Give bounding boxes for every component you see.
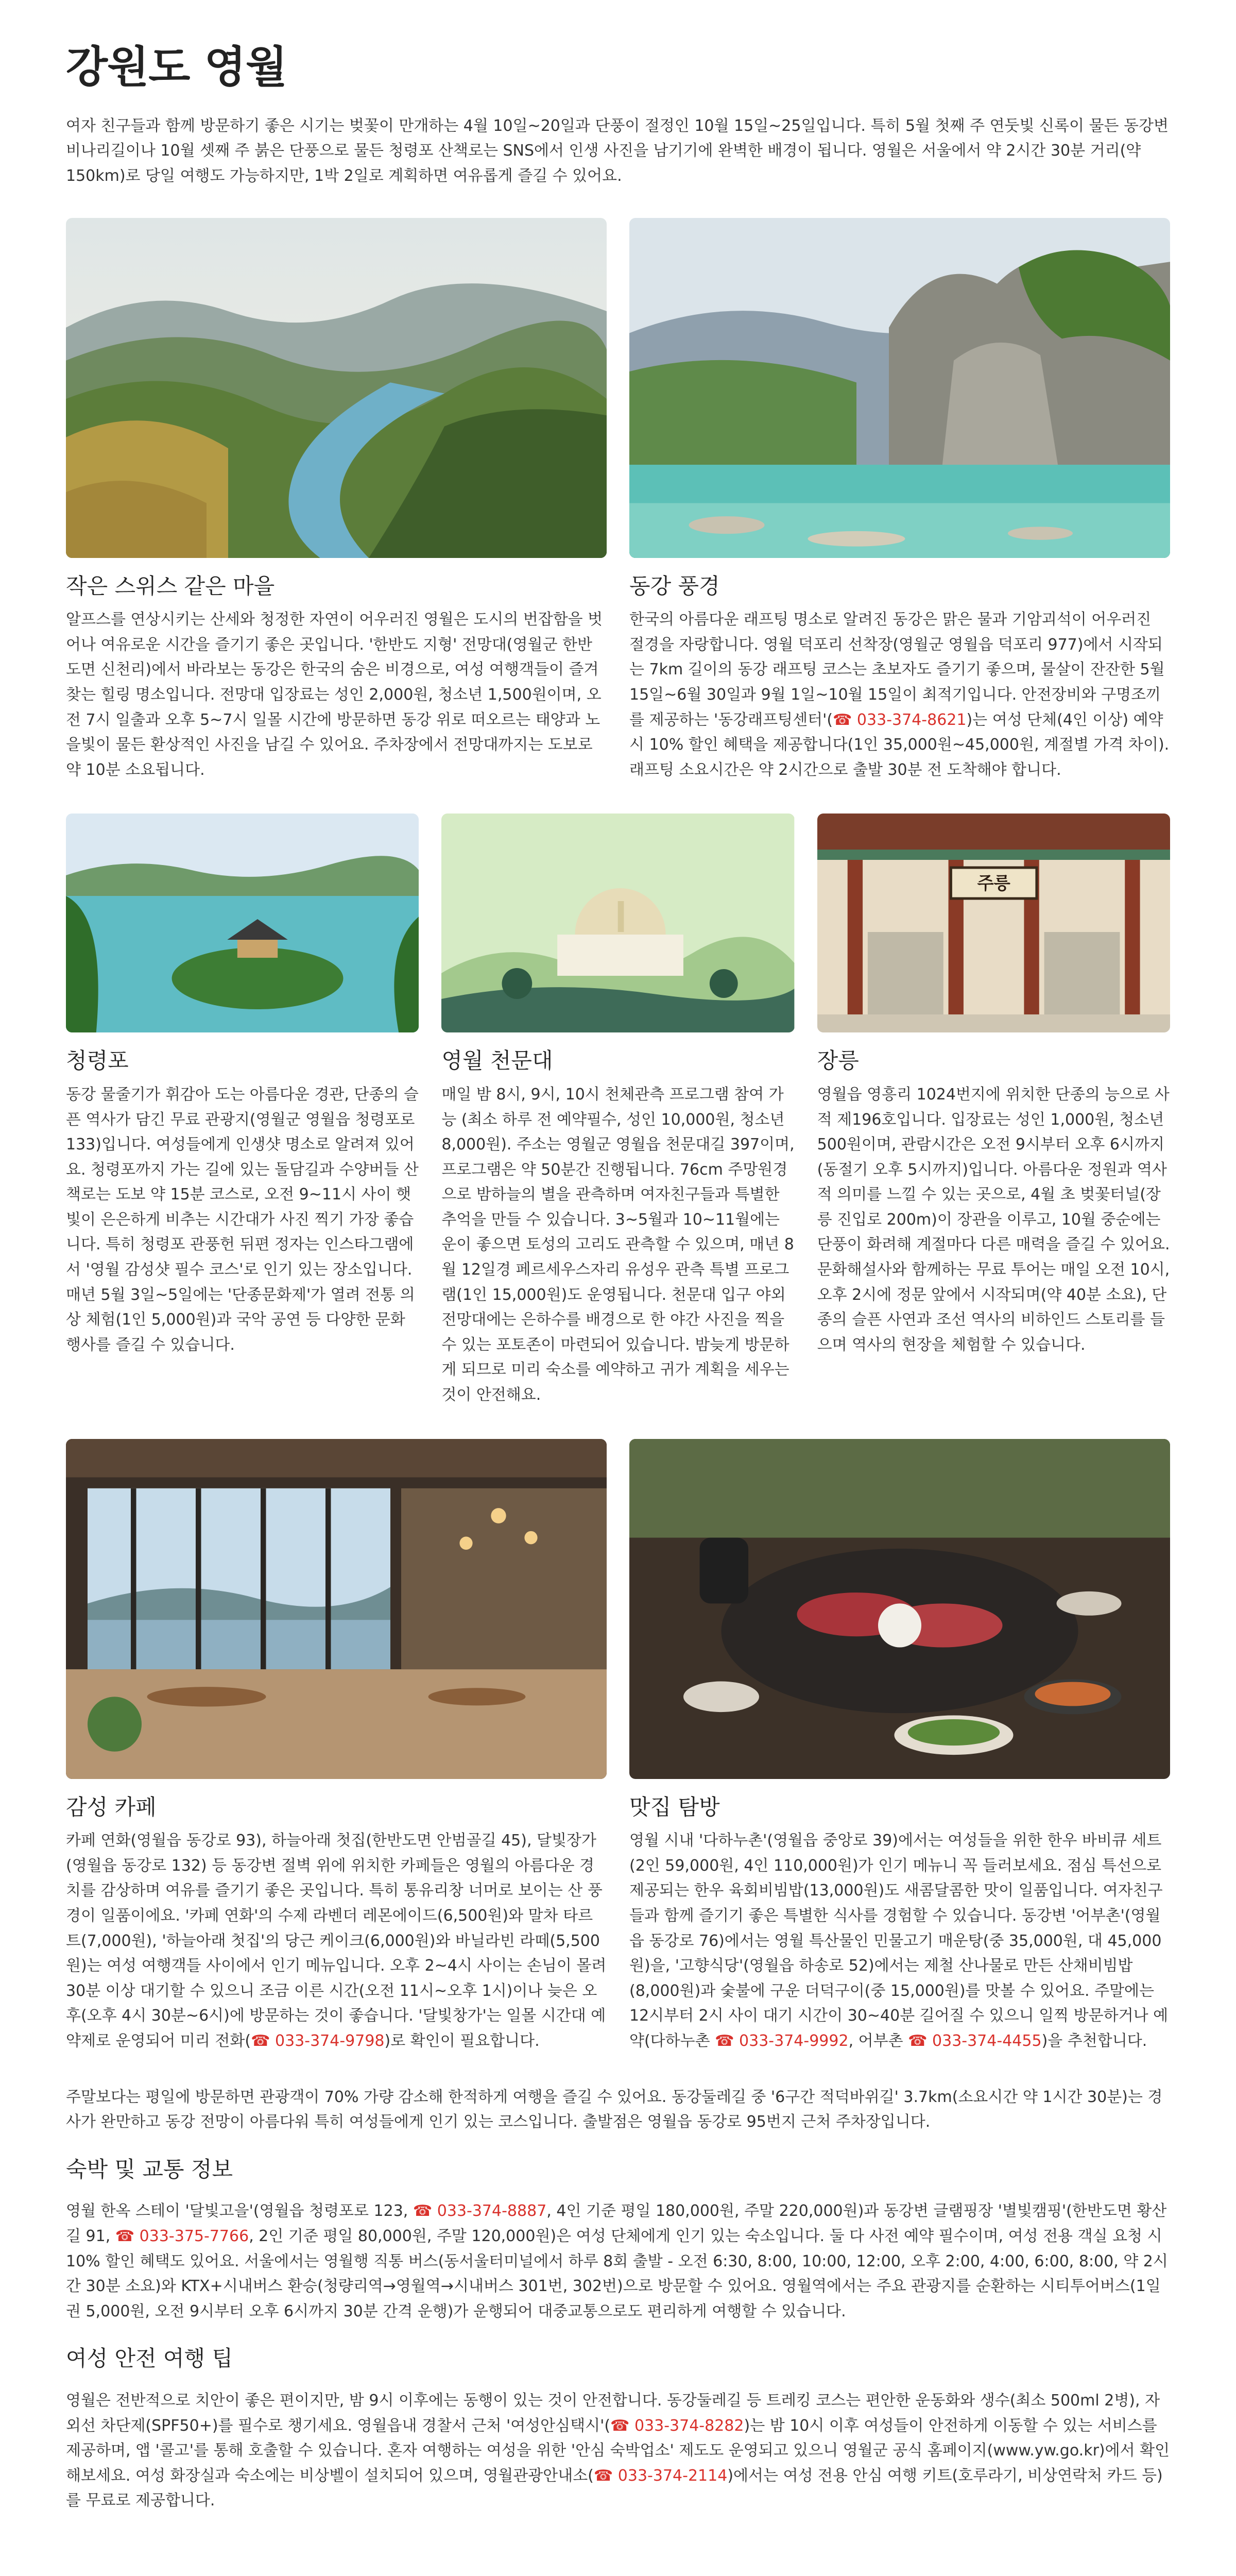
section-food	[629, 1439, 1170, 2054]
sign-label: 주릉	[977, 872, 1010, 894]
text-part: )로 확인이 필요합니다.	[384, 2031, 540, 2050]
korean-bbq-image	[629, 1439, 1170, 1779]
section-text	[629, 1828, 1170, 2054]
text-part: , 2인 기준 평일 80,000원, 주말 120,000원)은 여성 단체에게 인기 있는 숙소입니다. 둘 다 사전 예약 필수이며, 여성 전용 객실 요청 시 10% 할인 혜택도 있어요. 서울에서는 영월행 직통 버스(동서울터미널에서 하루 8회 출발 - 오전 6:30, 8:00, 10:00, 12:00, 오후 2:00, 4:00, 6:00, 8:00, 약 2시간 30분 소요)와 KTX+시내버스 환승(청량리역→영월역→시내버스 301번, 302번)으로 방문할 수 있어요. 영월역에서는 주요 관광지를 순환하는 시티투어버스(1일권 5,000원, 오전 9시부터 오후 6시까지 30분 간격 운행)가 운행되어 대중교통으로도 편리하게 여행할 수 있습니다.	[66, 2227, 1168, 2320]
text-part: )는 여성 단체(4인 이상) 예약 시 10% 할인 혜택을 제공합니다(1인 35,000원~45,000원, 계절별 가격 차이). 래프팅 소요시간은 약 2시간으로 출발 30분 전 도착해야 합니다.	[629, 710, 1170, 779]
section-title: 작은 스위스 같은 마을	[66, 573, 275, 599]
text-part: )을 추천합니다.	[1041, 2031, 1147, 2050]
phone-number[interactable]: ☎ 033-375-7766	[115, 2227, 249, 2245]
text-part: )는 밤 10시 이후 여성들이 안전하게 이동할 수 있는 서비스를 제공하며, 앱 '콜고'를 통해 호출할 수 있습니다. 혼자 여행하는 여성을 위한 '안심 숙박업소' 제도도 운영되고 있으니 영월군 공식 홈페이지(www.yw.go.kr)에서 확인해보세요. 여성 화장실과 숙소에는 비상벨이 설치되어 있으며, 영월관광안내소(	[66, 2416, 1170, 2485]
safety-paragraph	[66, 2388, 1170, 2514]
section-title: 감성 카페	[66, 1794, 157, 1820]
text-part: 영월 한옥 스테이 '달빛고을'(영월읍 청령포로 123,	[66, 2202, 413, 2221]
text-part: 영월은 전반적으로 치안이 좋은 편이지만, 밤 9시 이후에는 동행이 있는 것이 안전합니다. 동강둘레길 등 트레킹 코스는 편안한 운동화와 생수(최소 500ml 2병), 자외선 차단제(SPF50+)를 필수로 챙기세요. 영월읍내 경찰서 근처 '여성안심택시'(	[66, 2391, 1160, 2435]
text-part: 한국의 아름다운 래프팅 명소로 알려진 동강은 맑은 물과 기암괴석이 어우러진 절경을 자랑합니다. 영월 덕포리 선착장(영월군 영월읍 덕포리 977)에서 시작되는 7km 길이의 동강 래프팅 코스는 초보자도 즐기기 좋으며, 물살이 잔잔한 5월 15일~6월 30일과 9월 1일~10월 15일이 최적기입니다. 안전장비와 구명조끼를 제공하는 '동강래프팅센터'(	[629, 611, 1165, 729]
cafe-image	[66, 1439, 607, 1779]
section-title: 청령포	[66, 1048, 129, 1074]
section-title: 맛집 탐방	[629, 1794, 720, 1820]
donggang-river-image	[629, 218, 1170, 558]
intro-paragraph: 여자 친구들과 함께 방문하기 좋은 시기는 벚꽃이 만개하는 4월 10일~20일과 단풍이 절정인 10월 15일~25일입니다. 특히 5월 첫째 주 연둣빛 신록이 물든 동강변 비나리길이나 10월 셋째 주 붉은 단풍으로 물든 청령포 산책로는 SNS에서 인생 사진을 남기기에 완벽한 배경이 됩니다. 영월은 서울에서 약 2시간 30분 거리(약 150km)로 당일 여행도 가능하지만, 1박 2일로 계획하면 여유롭게 즐길 수 있어요.	[66, 116, 1169, 185]
lodging-paragraph	[66, 2199, 1170, 2324]
section-title: 장릉	[817, 1048, 859, 1074]
text-part: 영월 시내 '다하누촌'(영월읍 중앙로 39)에서는 여성들을 위한 한우 바비큐 세트(2인 59,000원, 4인 110,000원)가 인기 메뉴니 꼭 들러보세요. 점심 특선으로 제공되는 한우 육회비빔밥(13,000원)도 새콤달콤한 맛이 일품입니다. 여자친구들과 함께 즐기기 좋은 특별한 식사를 경험할 수 있습니다. 동강변 '어부촌'(영월읍 동강로 76)에서는 영월 특산물인 민물고기 매운탕(중 35,000원, 대 45,000원)을, '고향식당'(영월읍 하송로 52)에서는 제철 산나물로 만든 산채비빔밥(8,000원)과 숯불에 구운 더덕구이(중 15,000원)를 맛볼 수 있어요. 주말에는 12시부터 2시 사이 대기 시간이 30~40분 길어질 수 있으니 일찍 방문하거나 예약(다하누촌	[629, 1832, 1169, 2050]
text-part: , 4인 기준 평일 180,000원, 주말 220,000원)과 동강변 글램핑장 '별빛캠핑'(한반도면 황산길 91,	[66, 2202, 1167, 2245]
text-part: )에서는 여성 전용 안심 여행 키트(호루라기, 비상연락처 카드 등)를 무료로 제공합니다.	[66, 2466, 1163, 2510]
phone-number[interactable]: ☎ 033-374-8887	[413, 2202, 547, 2221]
section-jangneung	[817, 814, 1170, 1408]
row-two-sections	[66, 218, 1170, 783]
page-title: 강원도 영월	[66, 42, 287, 92]
phone-number[interactable]: ☎ 033-374-4455	[908, 2031, 1042, 2050]
section-cheongnyeongpo	[66, 814, 419, 1408]
section-text	[629, 607, 1170, 783]
text-part: , 어부촌	[848, 2031, 908, 2050]
section-observatory	[441, 814, 794, 1408]
island-pavilion-image	[66, 814, 419, 1032]
weekday-note: 주말보다는 평일에 방문하면 관광객이 70% 가량 감소해 한적하게 여행을 즐길 수 있어요. 동강둘레길 중 '6구간 적덕바위길' 3.7km(소요시간 약 1시간 30분)는 경사가 완만하고 동강 전망이 아름다워 특히 여성들에게 인기 있는 코스입니다. 출발점은 영월읍 동강로 95번지 근처 주차장입니다.	[66, 2088, 1163, 2131]
section-small-swiss	[66, 218, 607, 783]
section-text: 영월읍 영흥리 1024번지에 위치한 단종의 능으로 사적 제196호입니다. 입장료는 성인 1,000원, 청소년 500원이며, 관람시간은 오전 9시부터 오후 6시까지(동절기 오후 5시까지)입니다. 아름다운 정원과 역사적 의미를 느낄 수 있는 곳으로, 4월 초 벚꽃터널(장릉 진입로 200m)이 장관을 이루고, 10월 중순에는 단풍이 화려해 계절마다 다른 매력을 즐길 수 있어요. 문화해설사와 함께하는 무료 투어는 매일 오전 10시, 오후 2시에 정문 앞에서 시작되며(약 40분 소요), 단종의 슬픈 사연과 조선 역사의 비하인드 스토리를 들으며 역사의 현장을 체험할 수 있습니다.	[817, 1085, 1170, 1354]
section-text: 알프스를 연상시키는 산세와 청정한 자연이 어우러진 영월은 도시의 번잡함을 벗어나 여유로운 시간을 즐기기 좋은 곳입니다. '한반도 지형' 전망대(영월군 한반도면 신천리)에서 바라보는 동강은 한국의 숨은 비경으로, 여성 여행객들이 즐겨 찾는 힐링 명소입니다. 전망대 입장료는 성인 2,000원, 청소년 1,500원이며, 오전 7시 일출과 오후 5~7시 일몰 시간에 방문하면 동강 위로 떠오르는 태양과 노을빛이 물든 환상적인 사진을 남길 수 있어요. 주차장에서 전망대까지는 도보로 약 10분 소요됩니다.	[66, 611, 603, 779]
row-four-sections	[66, 1439, 1170, 2054]
section-text: 동강 물줄기가 휘감아 도는 아름다운 경관, 단종의 슬픈 역사가 담긴 무료 관광지(영월군 영월읍 청령포로 133)입니다. 여성들에게 인생샷 명소로 알려져 있어요. 청령포까지 가는 길에 있는 돌담길과 수양버들 산책로는 도보 약 15분 코스로, 오전 9~11시 사이 햇빛이 은은하게 비추는 시간대가 사진 찍기 가장 좋습니다. 특히 청령포 관풍헌 뒤편 정자는 인스타그램에서 '영월 감성샷 필수 코스'로 인기 있는 장소입니다. 매년 5월 3일~5일에는 '단종문화제'가 열려 전통 의상 체험(1인 5,000원)과 국악 공연 등 다양한 문화 행사를 즐길 수 있습니다.	[66, 1085, 419, 1354]
phone-number[interactable]: ☎ 033-374-2114	[593, 2466, 728, 2485]
observatory-image	[441, 814, 794, 1032]
phone-number[interactable]: ☎ 033-374-8621	[833, 710, 967, 729]
row-three-sections	[66, 814, 1170, 1408]
safety-heading: 여성 안전 여행 팁	[66, 2346, 233, 2371]
lodging-heading: 숙박 및 교통 정보	[66, 2156, 233, 2182]
river-valley-image	[66, 218, 607, 558]
section-title: 동강 풍경	[629, 573, 720, 599]
section-text	[66, 1828, 607, 2054]
text-part: 카페 연화(영월읍 동강로 93), 하늘아래 첫집(한반도면 안범골길 45), 달빛장가(영월읍 동강로 132) 등 동강변 절벽 위에 위치한 카페들은 영월의 아름다운 경치를 감상하며 여유를 즐기기 좋은 곳입니다. 특히 통유리창 너머로 보이는 산 풍경이 일품이에요. '카페 연화'의 수제 라벤더 레몬에이드(6,500원)와 말차 타르트(7,000원), '하늘아래 첫집'의 당근 케이크(6,000원)와 바닐라빈 라떼(5,500원)는 여성 여행객들 사이에서 인기 메뉴입니다. 오후 2~4시 사이는 손님이 몰려 30분 이상 대기할 수 있으니 조금 이른 시간(오전 11시~오후 1시)이나 늦은 오후(오후 4시 30분~6시)에 방문하는 것이 좋습니다. '달빛창가'는 일몰 시간대 예약제로 운영되어 미리 전화(	[66, 1832, 607, 2050]
section-title: 영월 천문대	[441, 1048, 553, 1074]
section-donggang	[629, 218, 1170, 783]
phone-number[interactable]: ☎ 033-374-9992	[715, 2031, 849, 2050]
phone-number[interactable]: ☎ 033-374-8282	[610, 2416, 744, 2435]
phone-number[interactable]: ☎ 033-374-9798	[251, 2031, 385, 2050]
section-text: 매일 밤 8시, 9시, 10시 천체관측 프로그램 참여 가능 (최소 하루 전 예약필수, 성인 10,000원, 청소년 8,000원). 주소는 영월군 영월읍 천문대길 397이며, 프로그램은 약 50분간 진행됩니다. 76cm 주망원경으로 밤하늘의 별을 관측하며 여자친구들과 특별한 추억을 만들 수 있습니다. 3~5월과 10~11월에는 운이 좋으면 토성의 고리도 관측할 수 있으며, 매년 8월 12일경 페르세우스자리 유성우 관측 특별 프로그램(1인 15,000원)도 운영됩니다. 천문대 입구 야외 전망대에는 은하수를 배경으로 한 야간 사진을 찍을 수 있는 포토존이 마련되어 있습니다. 밤늦게 방문하게 되므로 미리 숙소를 예약하고 귀가 계획을 세우는 것이 안전해요.	[441, 1085, 795, 1404]
jangneung-gate-image	[817, 814, 1170, 1032]
section-cafe	[66, 1439, 607, 2054]
